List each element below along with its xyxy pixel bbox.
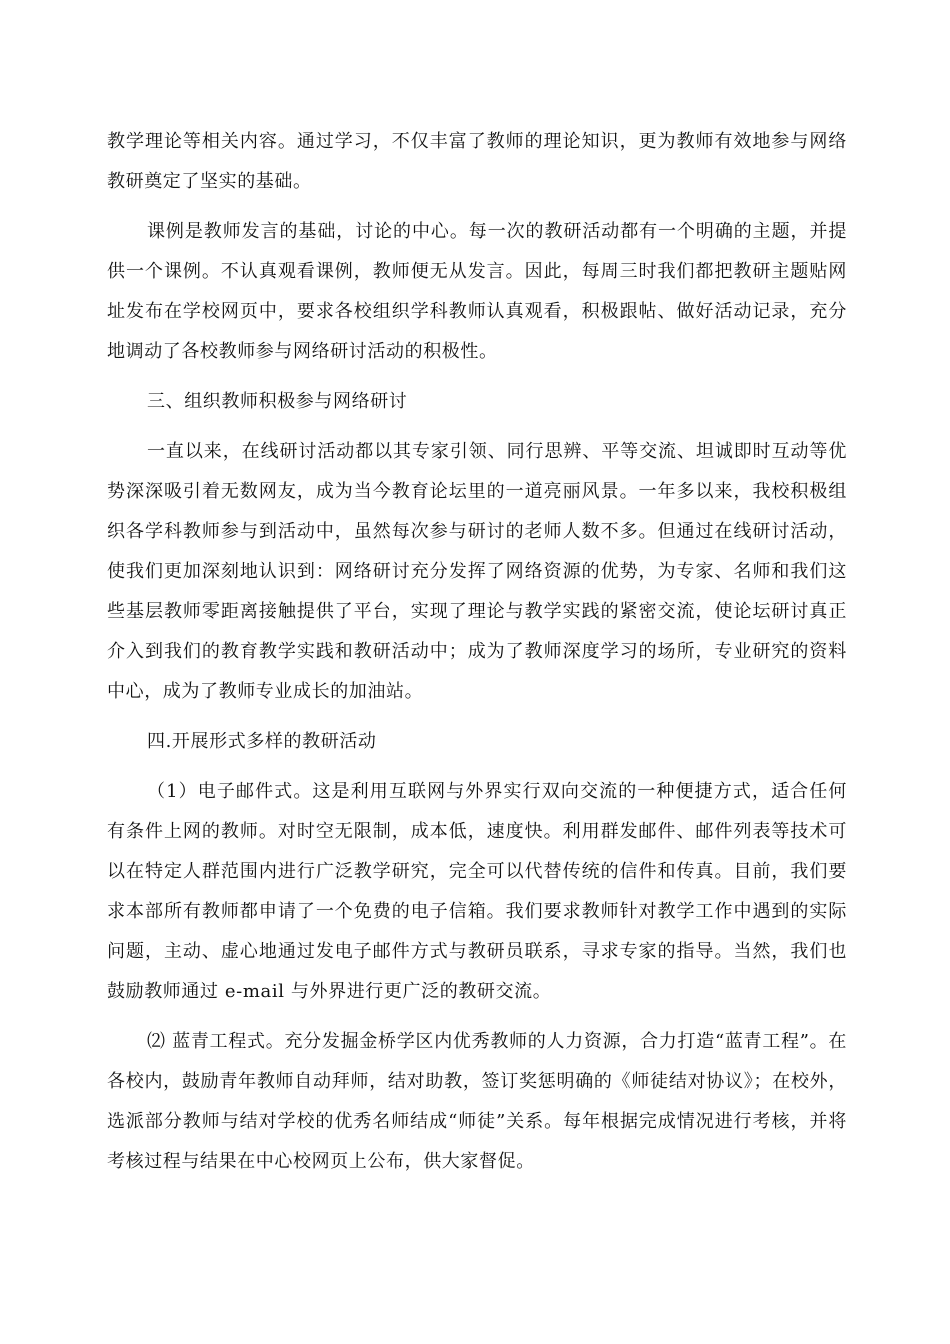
paragraph-blue-green-project: ⑵ 蓝青工程式。充分发掘金桥学区内优秀教师的人力资源，合力打造“蓝青工程”。在各校内，鼓励青年教师自动拜师，结对助教，签订奖惩明确的《师徒结对协议》；在校外，选派部分教师与结对学校的优秀名师结成“师徒”关系。每年根据完成情况进行考核，并将考核过程与结果在中心校网页上公布，供大家督促。 (107, 1031, 847, 1172)
paragraph-gap (107, 422, 847, 432)
section-heading-4: 四.开展形式多样的教研活动 (147, 731, 377, 752)
paragraph-gap (107, 1012, 847, 1022)
section-heading-3: 三、组织教师积极参与网络研讨 (147, 391, 408, 412)
paragraph-gap (107, 762, 847, 772)
paragraph-continuation: 教学理论等相关内容。通过学习，不仅丰富了教师的理论知识，更为教师有效地参与网络教研奠定了坚实的基础。 (107, 131, 847, 192)
paragraph-email: （1）电子邮件式。这是利用互联网与外界实行双向交流的一种便捷方式，适合任何有条件上网的教师。对时空无限制，成本低，速度快。利用群发邮件、邮件列表等技术可以在特定人群范围内进行广泛教学研究，完全可以代替传统的信件和传真。目前，我们要求本部所有教师都申请了一个免费的电子信箱。我们要求教师针对教学工作中遇到的实际问题，主动、虚心地通过发电子邮件方式与教研员联系，寻求专家的指导。当然，我们也鼓励教师通过 e-mail 与外界进行更广泛的教研交流。 (107, 781, 847, 1002)
paragraph-gap (107, 712, 847, 722)
paragraph-gap (107, 372, 847, 382)
paragraph-gap (107, 202, 847, 212)
paragraph-course-example: 课例是教师发言的基础，讨论的中心。每一次的教研活动都有一个明确的主题，并提供一个课例。不认真观看课例，教师便无从发言。因此，每周三时我们都把教研主题贴网址发布在学校网页中，要求各校组织学科教师认真观看，积极跟帖、做好活动记录，充分地调动了各校教师参与网络研讨活动的积极性。 (107, 221, 847, 362)
document-body (107, 122, 847, 1182)
paragraph-online-discussion: 一直以来，在线研讨活动都以其专家引领、同行思辨、平等交流、坦诚即时互动等优势深深吸引着无数网友，成为当今教育论坛里的一道亮丽风景。一年多以来，我校积极组织各学科教师参与到活动中，虽然每次参与研讨的老师人数不多。但通过在线研讨活动，使我们更加深刻地认识到：网络研讨充分发挥了网络资源的优势，为专家、名师和我们这些基层教师零距离接触提供了平台，实现了理论与教学实践的紧密交流，使论坛研讨真正介入到我们的教育教学实践和教研活动中；成为了教师深度学习的场所，专业研究的资料中心，成为了教师专业成长的加油站。 (107, 441, 847, 702)
